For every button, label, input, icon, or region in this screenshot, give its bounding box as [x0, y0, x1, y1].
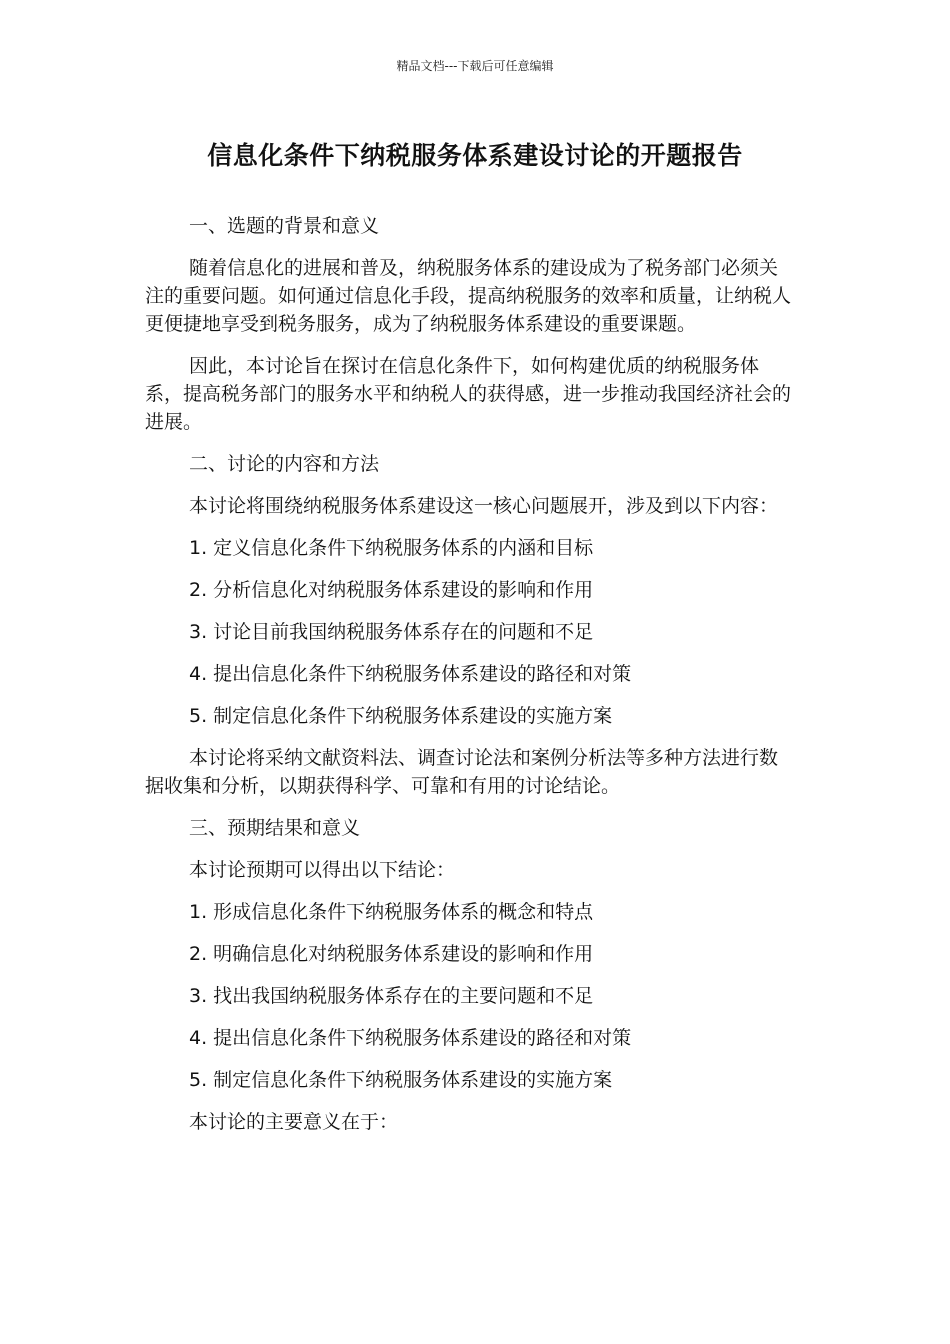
paragraph: 本讨论将采纳文献资料法、调查讨论法和案例分析法等多种方法进行数据收集和分析，以期获得科学、可靠和有用的讨论结论。 — [145, 747, 779, 797]
document-title: 信息化条件下纳税服务体系建设讨论的开题报告 — [207, 141, 743, 170]
list-item: 2. 明确信息化对纳税服务体系建设的影响和作用 — [189, 943, 594, 965]
paragraph: 随着信息化的进展和普及，纳税服务体系的建设成为了税务部门必须关注的重要问题。如何通过信息化手段，提高纳税服务的效率和质量，让纳税人更便捷地享受到税务服务，成为了纳税服务体系建设的重要课题。 — [145, 257, 792, 335]
paragraph: 本讨论预期可以得出以下结论： — [189, 859, 456, 881]
list-item: 3. 讨论目前我国纳税服务体系存在的问题和不足 — [189, 621, 594, 643]
paragraph: 因此，本讨论旨在探讨在信息化条件下，如何构建优质的纳税服务体系，提高税务部门的服务水平和纳税人的获得感，进一步推动我国经济社会的进展。 — [145, 355, 792, 433]
list-item: 1. 定义信息化条件下纳税服务体系的内涵和目标 — [189, 537, 594, 559]
paragraph: 本讨论的主要意义在于： — [189, 1111, 399, 1133]
paragraph: 本讨论将围绕纳税服务体系建设这一核心问题展开，涉及到以下内容： — [189, 495, 779, 517]
section-heading: 二、讨论的内容和方法 — [189, 453, 380, 475]
list-item: 5. 制定信息化条件下纳税服务体系建设的实施方案 — [189, 705, 613, 727]
document-body — [145, 212, 795, 1150]
list-item: 2. 分析信息化对纳税服务体系建设的影响和作用 — [189, 579, 594, 601]
section-heading: 三、预期结果和意义 — [189, 817, 361, 839]
section-heading: 一、选题的背景和意义 — [189, 215, 380, 237]
list-item: 4. 提出信息化条件下纳税服务体系建设的路径和对策 — [189, 663, 632, 685]
list-item: 4. 提出信息化条件下纳税服务体系建设的路径和对策 — [189, 1027, 632, 1049]
list-item: 3. 找出我国纳税服务体系存在的主要问题和不足 — [189, 985, 594, 1007]
header-note: 精品文档---下载后可任意编辑 — [396, 59, 554, 73]
list-item: 1. 形成信息化条件下纳税服务体系的概念和特点 — [189, 901, 594, 923]
list-item: 5. 制定信息化条件下纳税服务体系建设的实施方案 — [189, 1069, 613, 1091]
